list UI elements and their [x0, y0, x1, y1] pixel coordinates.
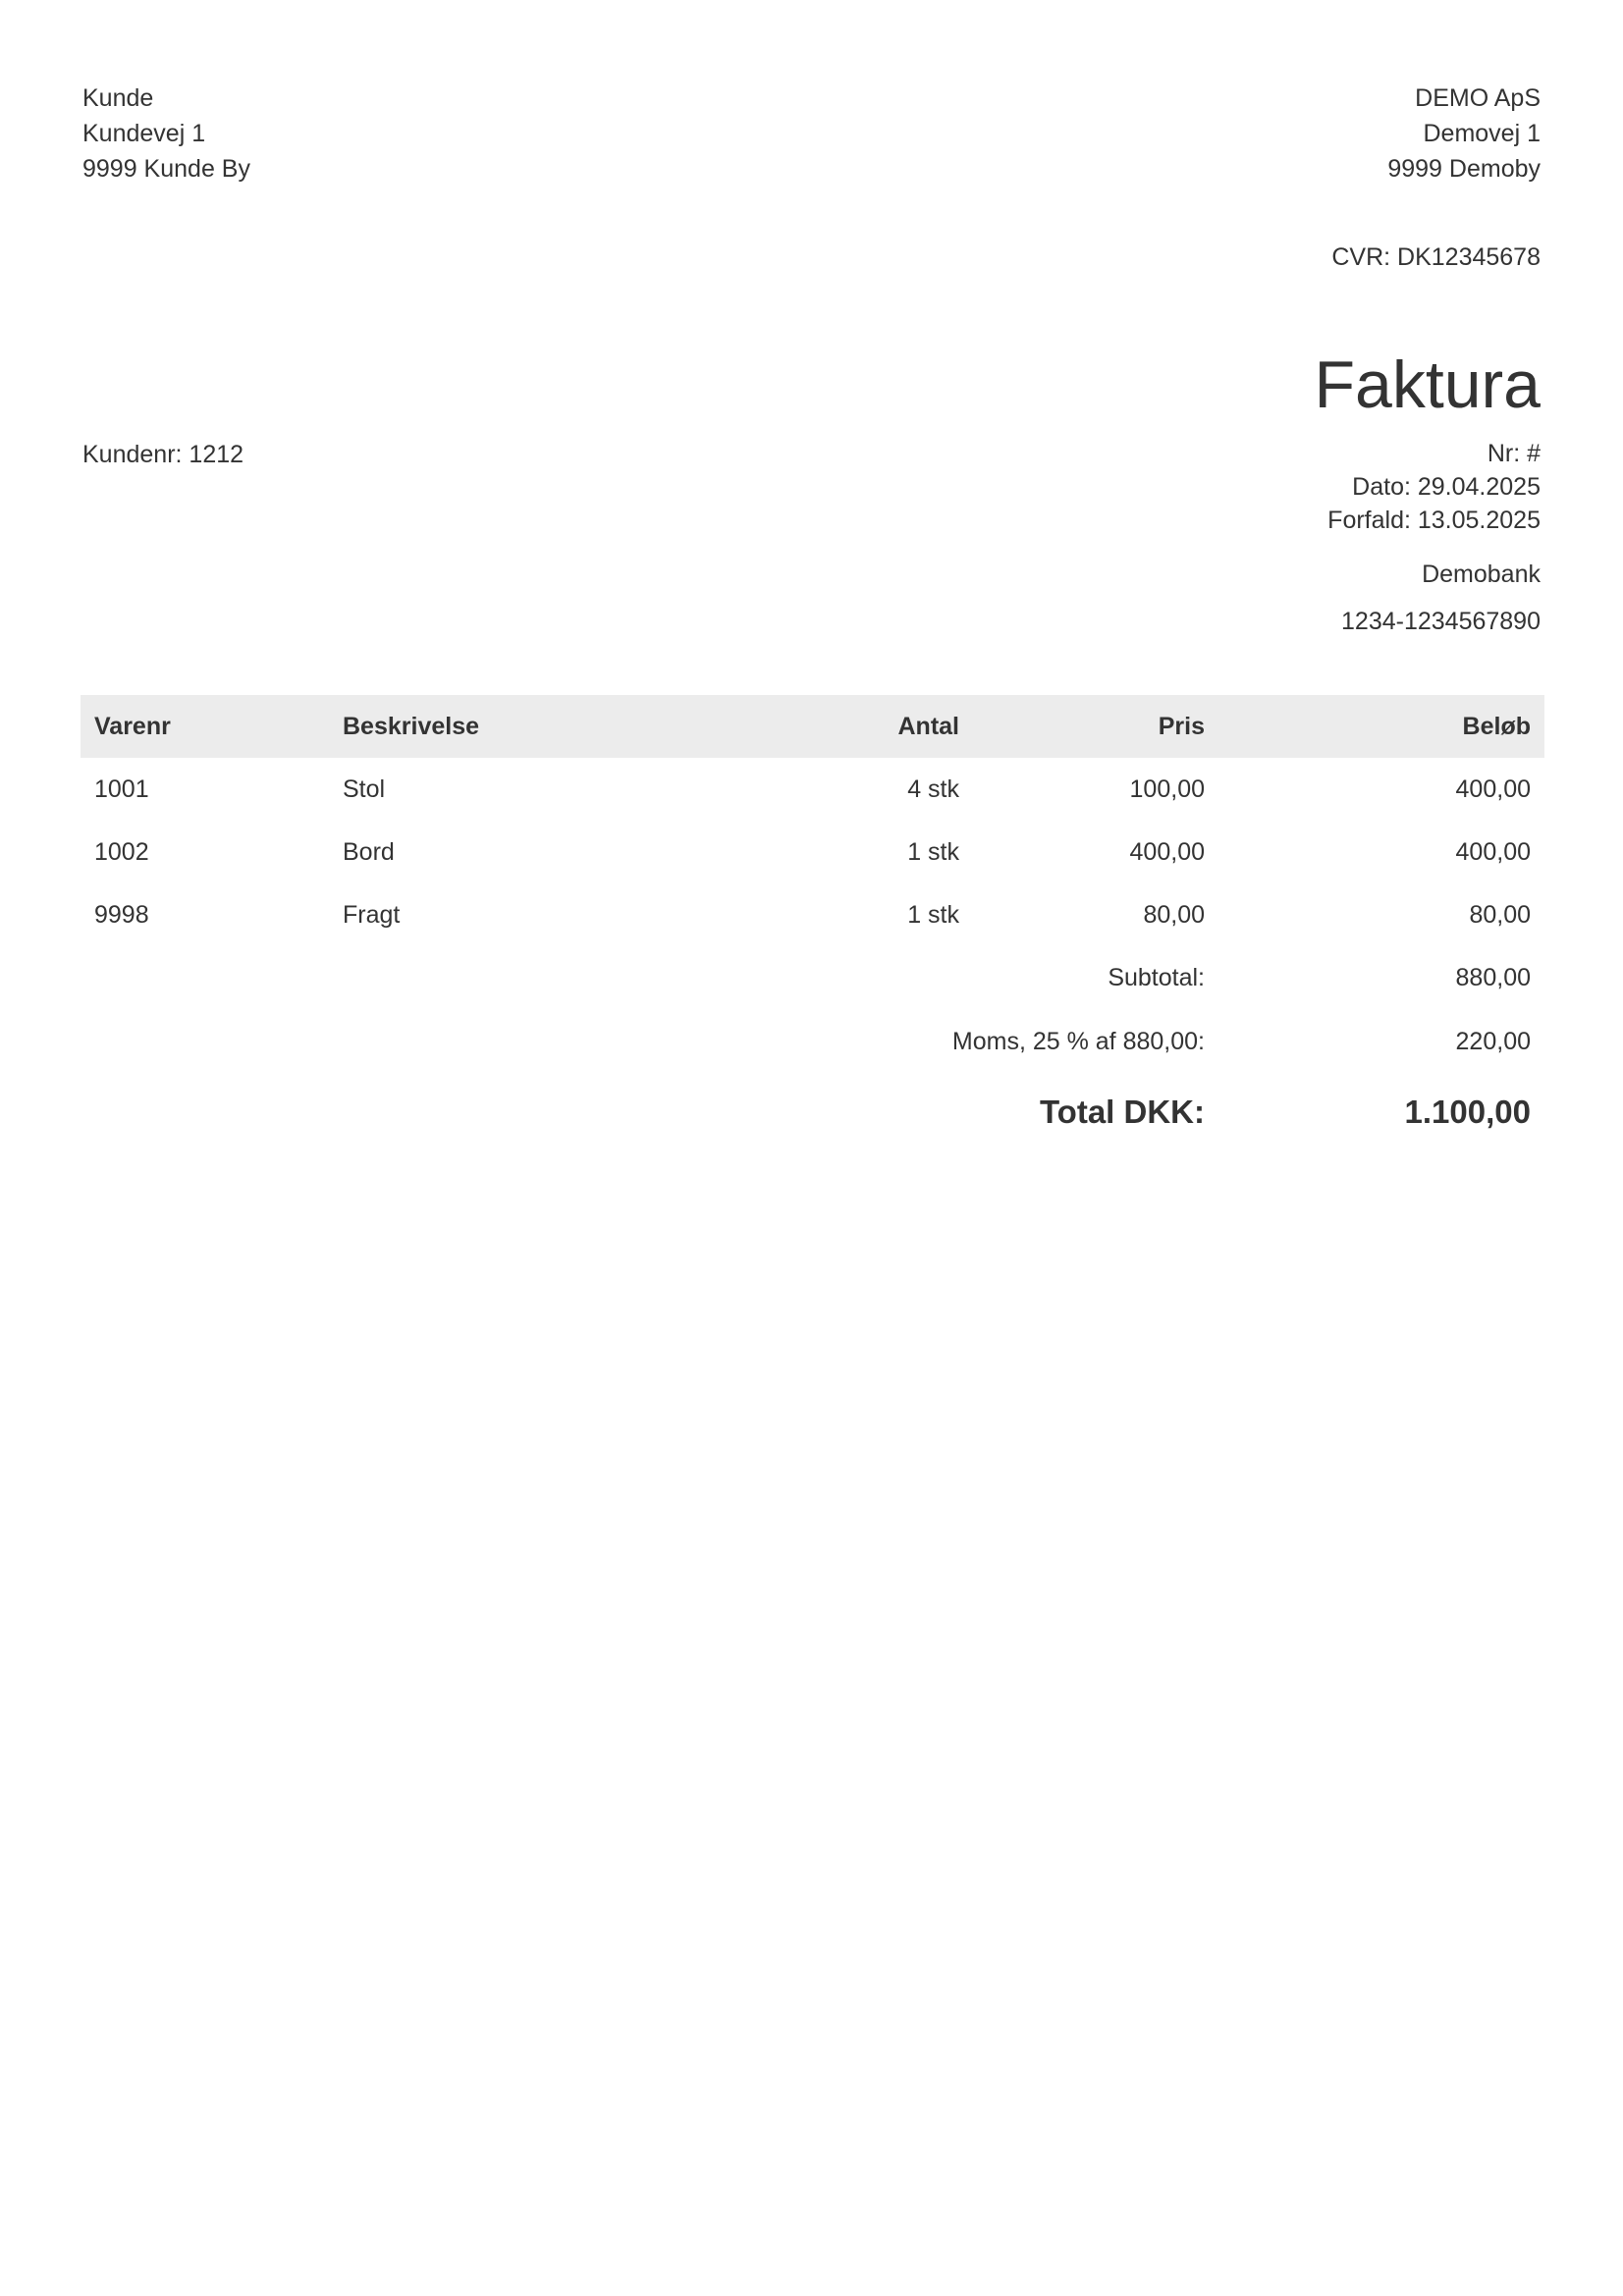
cell-amount: 80,00 — [1469, 900, 1531, 929]
table-header-row — [81, 695, 1544, 758]
cell-amount: 400,00 — [1455, 837, 1531, 866]
customer-number: Kundenr: 1212 — [82, 441, 244, 468]
subtotal-label: Subtotal: — [1108, 964, 1205, 991]
cell-price: 400,00 — [1129, 837, 1205, 866]
invoice-line-items-table — [81, 695, 1544, 1150]
bank-name: Demobank — [1422, 561, 1541, 588]
invoice-meta — [1327, 437, 1541, 537]
document-title: Faktura — [1314, 347, 1541, 422]
cell-amount: 400,00 — [1455, 774, 1531, 803]
total-value: 1.100,00 — [1404, 1094, 1531, 1130]
cell-item-number: 1001 — [94, 774, 149, 803]
company-street: Demovej 1 — [1423, 120, 1541, 147]
table-row — [81, 758, 1544, 821]
invoice-number: Nr: # — [1487, 440, 1541, 467]
total-row — [81, 1074, 1544, 1150]
column-header-price: Pris — [1158, 712, 1205, 740]
customer-street: Kundevej 1 — [82, 120, 206, 147]
cell-description: Fragt — [343, 900, 401, 929]
company-address — [1387, 80, 1541, 187]
column-header-item-number: Varenr — [94, 712, 171, 740]
customer-name: Kunde — [82, 84, 154, 112]
customer-address — [82, 80, 250, 187]
invoice-due-date: Forfald: 13.05.2025 — [1327, 507, 1541, 534]
cell-quantity: 1 stk — [907, 837, 959, 866]
cell-price: 100,00 — [1129, 774, 1205, 803]
table-row — [81, 821, 1544, 883]
cell-item-number: 1002 — [94, 837, 149, 866]
cell-description: Stol — [343, 774, 386, 803]
table-row — [81, 883, 1544, 946]
cell-quantity: 4 stk — [907, 774, 959, 803]
cell-item-number: 9998 — [94, 900, 149, 929]
column-header-quantity: Antal — [897, 712, 959, 740]
cell-description: Bord — [343, 837, 395, 866]
cell-quantity: 1 stk — [907, 900, 959, 929]
vat-row — [81, 1010, 1544, 1074]
cell-price: 80,00 — [1143, 900, 1205, 929]
company-name: DEMO ApS — [1415, 84, 1541, 112]
column-header-description: Beskrivelse — [343, 712, 480, 740]
total-label: Total DKK: — [1039, 1094, 1205, 1130]
company-cvr: CVR: DK12345678 — [1331, 243, 1541, 271]
subtotal-value: 880,00 — [1455, 964, 1531, 991]
company-city: 9999 Demoby — [1387, 155, 1541, 183]
bank-account: 1234-1234567890 — [1341, 608, 1541, 635]
vat-label: Moms, 25 % af 880,00: — [951, 1028, 1205, 1055]
subtotal-row — [81, 946, 1544, 1010]
invoice-date: Dato: 29.04.2025 — [1352, 473, 1541, 501]
bank-info — [1341, 557, 1541, 639]
vat-value: 220,00 — [1455, 1028, 1531, 1055]
column-header-amount: Beløb — [1462, 712, 1531, 740]
customer-city: 9999 Kunde By — [82, 155, 250, 183]
